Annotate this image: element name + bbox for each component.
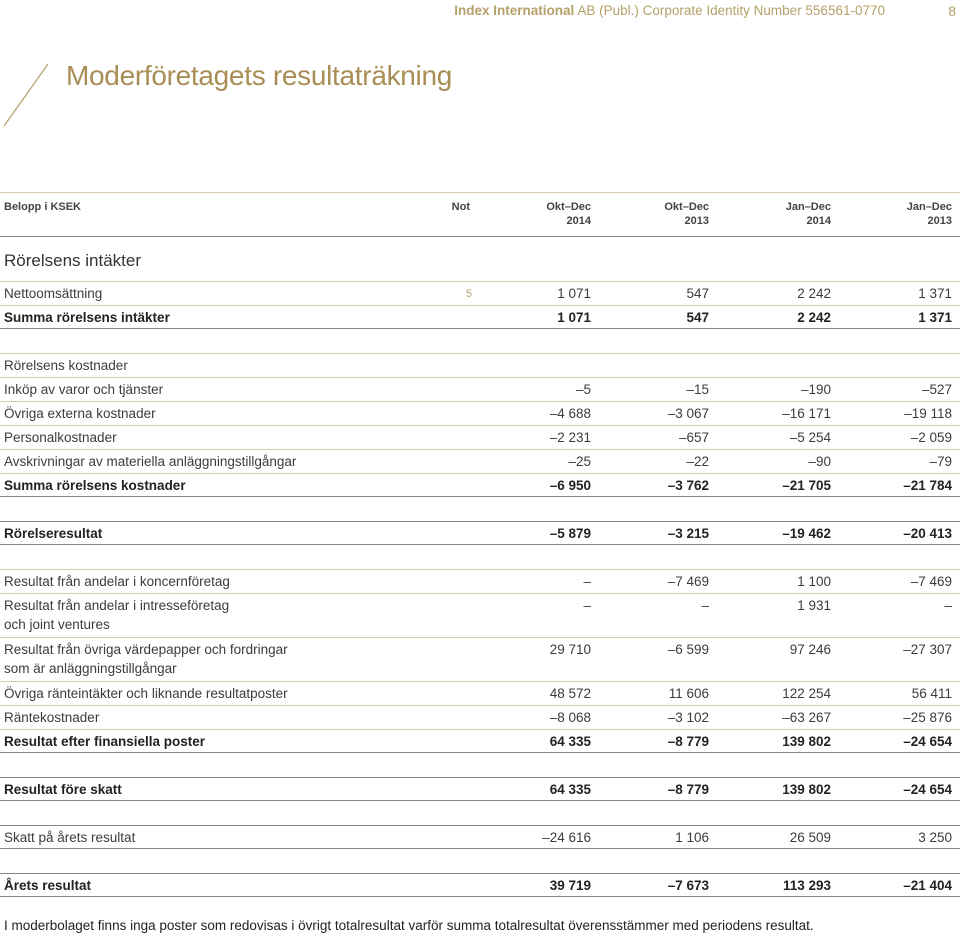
cell-value: –21 784 [903, 478, 952, 493]
cell-value: 2 242 [797, 310, 831, 325]
cell-value: 29 710 [549, 642, 591, 657]
section-heading: Rörelsens intäkter [4, 251, 142, 270]
cell-value: 1 371 [918, 310, 952, 325]
row-label: Summa rörelsens intäkter [4, 310, 170, 325]
cell-value: 39 719 [549, 878, 591, 893]
col-jan-dec-2013-header: Jan–Dec [906, 201, 952, 213]
cell-value: 64 335 [549, 782, 591, 797]
row-label: Räntekostnader [4, 710, 100, 725]
page-title: Moderföretagets resultaträkning [66, 60, 453, 91]
note-ref: 5 [465, 288, 472, 300]
cell-value: –7 469 [910, 574, 952, 589]
row-label: Resultat från andelar i koncernföretag [4, 574, 230, 589]
cell-value: 1 106 [675, 830, 709, 845]
row-label: Personalkostnader [4, 430, 117, 445]
row-label: Resultat från övriga värdepapper och fordringar [4, 642, 288, 657]
table-row-total [0, 305, 960, 329]
col-okt-dec-2014-year: 2014 [566, 215, 591, 227]
row-label: Nettoomsättning [4, 286, 103, 301]
table-row [0, 425, 960, 449]
subsection-heading-row [0, 353, 960, 377]
row-label: Avskrivningar av materiella anläggningstillgångar [4, 454, 297, 469]
cell-value: –19 462 [782, 526, 831, 541]
column-header-row [0, 192, 960, 236]
cell-value: –21 404 [903, 878, 952, 893]
cell-value: – [583, 574, 591, 589]
cell-value: –2 231 [549, 430, 591, 445]
cell-value: –24 616 [542, 830, 591, 845]
spacer [0, 497, 960, 521]
cell-value: 56 411 [911, 686, 952, 701]
row-label: Resultat före skatt [4, 782, 122, 797]
spacer [0, 329, 960, 353]
cell-value: –25 876 [903, 710, 952, 725]
cell-value: –5 879 [549, 526, 591, 541]
cell-value: –3 215 [667, 526, 709, 541]
spacer [0, 545, 960, 569]
table-row [0, 825, 960, 849]
cell-value: –7 673 [667, 878, 709, 893]
cell-value: – [583, 598, 591, 613]
income-statement-table [0, 192, 960, 897]
row-label: Årets resultat [4, 878, 92, 893]
table-row [0, 377, 960, 401]
cell-value: –90 [808, 454, 831, 469]
col-okt-dec-2013-year: 2013 [684, 215, 709, 227]
table-row-total [0, 777, 960, 801]
cell-value: 1 071 [557, 310, 591, 325]
row-label: Resultat från andelar i intresseföretag [4, 598, 230, 613]
table-row [0, 705, 960, 729]
decorative-slash-icon [0, 62, 52, 130]
cell-value: 11 606 [668, 686, 709, 701]
cell-value: 122 254 [782, 686, 831, 701]
cell-value: –6 599 [667, 642, 709, 657]
row-label-continued: och joint ventures [4, 617, 110, 632]
cell-value: –63 267 [782, 710, 831, 725]
cell-value: 48 572 [549, 686, 591, 701]
cell-value: –190 [800, 382, 831, 397]
cell-value: 64 335 [549, 734, 591, 749]
page-number: 8 [948, 3, 956, 19]
cell-value: –15 [686, 382, 709, 397]
row-label: Rörelseresultat [4, 526, 103, 541]
cell-value: 26 509 [789, 830, 831, 845]
cell-value: –27 307 [903, 642, 952, 657]
cell-value: –79 [929, 454, 952, 469]
table-row [0, 593, 960, 637]
cell-value: –19 118 [904, 406, 952, 421]
table-row-total [0, 729, 960, 753]
cell-value: – [701, 598, 709, 613]
col-okt-dec-2013-header: Okt–Dec [664, 201, 709, 213]
cell-value: –22 [686, 454, 709, 469]
cell-value: –527 [921, 382, 952, 397]
cell-value: –3 762 [667, 478, 709, 493]
page-header [0, 3, 960, 21]
table-row-total [0, 473, 960, 497]
spacer [0, 753, 960, 777]
cell-value: 113 293 [782, 878, 831, 893]
table-row-total [0, 873, 960, 897]
row-label: Övriga externa kostnader [4, 406, 156, 421]
col-not-header: Not [451, 201, 470, 213]
cell-value: 1 071 [557, 286, 591, 301]
cell-value: –7 469 [667, 574, 709, 589]
cell-value: 139 802 [782, 734, 831, 749]
cell-value: 97 246 [789, 642, 831, 657]
row-label: Resultat efter finansiella poster [4, 734, 206, 749]
cell-value: –2 059 [910, 430, 952, 445]
row-label: Inköp av varor och tjänster [4, 382, 164, 397]
cell-value: –5 254 [789, 430, 831, 445]
cell-value: 1 371 [918, 286, 952, 301]
cell-value: 3 250 [918, 830, 952, 845]
cell-value: – [944, 598, 952, 613]
cell-value: 1 100 [797, 574, 831, 589]
row-label: Rörelsens kostnader [4, 358, 128, 373]
table-row-total [0, 521, 960, 545]
table-row [0, 681, 960, 705]
section-heading-row [0, 236, 960, 281]
cell-value: –24 654 [903, 734, 952, 749]
footnote: I moderbolaget finns inga poster som redovisas i övrigt totalresultat varför summa totalresultat överensstämmer med periodens resultat. [4, 918, 814, 933]
cell-value: –8 779 [667, 734, 709, 749]
cell-value: –6 950 [549, 478, 591, 493]
cell-value: –24 654 [903, 782, 952, 797]
cell-value: 547 [686, 286, 709, 301]
cell-value: –8 779 [667, 782, 709, 797]
table-row [0, 569, 960, 593]
col-jan-dec-2014-header: Jan–Dec [785, 201, 831, 213]
cell-value: 2 242 [797, 286, 831, 301]
cell-value: –16 171 [782, 406, 831, 421]
company-identity: Index International AB (Publ.) Corporate Identity Number 556561-0770 [454, 3, 885, 18]
col-label-header: Belopp i KSEK [4, 201, 82, 213]
table-row [0, 401, 960, 425]
spacer [0, 801, 960, 825]
col-okt-dec-2014-header: Okt–Dec [546, 201, 591, 213]
cell-value: –5 [575, 382, 591, 397]
table-row [0, 281, 960, 305]
cell-value: –21 705 [782, 478, 831, 493]
table-row [0, 449, 960, 473]
row-label: Skatt på årets resultat [4, 830, 136, 845]
cell-value: 1 931 [797, 598, 831, 613]
cell-value: –8 068 [549, 710, 591, 725]
cell-value: –25 [568, 454, 591, 469]
cell-value: 139 802 [782, 782, 831, 797]
table-row [0, 637, 960, 681]
col-jan-dec-2013-year: 2013 [927, 215, 952, 227]
row-label: Övriga ränteintäkter och liknande resultatposter [4, 686, 288, 701]
cell-value: –4 688 [549, 406, 591, 421]
cell-value: –657 [678, 430, 709, 445]
row-label: Summa rörelsens kostnader [4, 478, 186, 493]
spacer [0, 849, 960, 873]
cell-value: –3 102 [667, 710, 709, 725]
cell-value: 547 [686, 310, 709, 325]
row-label-continued: som är anläggningstillgångar [4, 661, 177, 676]
col-jan-dec-2014-year: 2014 [806, 215, 831, 227]
cell-value: –20 413 [903, 526, 952, 541]
cell-value: –3 067 [667, 406, 709, 421]
